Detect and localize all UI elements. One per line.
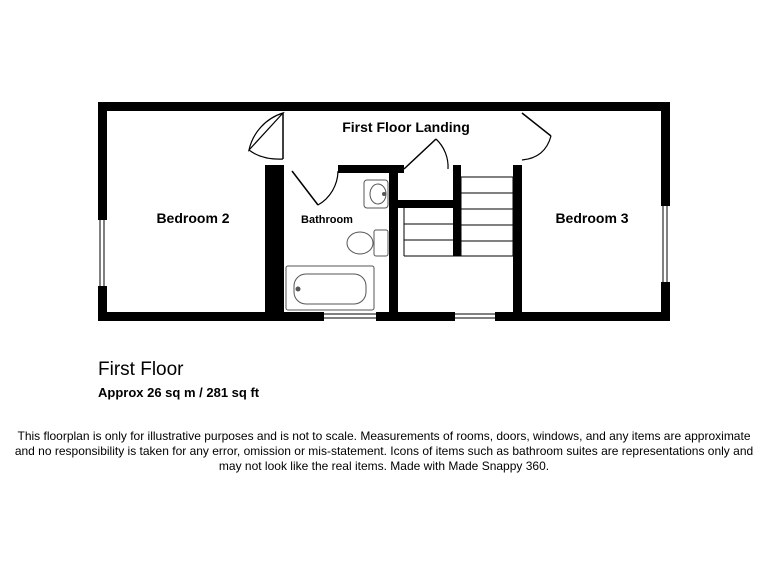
wall-stair-divider bbox=[453, 165, 461, 256]
door-bathroom-leaf bbox=[292, 171, 318, 205]
room-label-landing: First Floor Landing bbox=[342, 119, 470, 135]
disclaimer-line: This floorplan is only for illustrative purposes and is not to scale. Measurements of rooms, doors, windows, and any items are approximate bbox=[17, 429, 751, 443]
wall-bathroom-east bbox=[389, 165, 398, 315]
door-stairs-swing bbox=[436, 139, 448, 169]
room-label-bedroom-3: Bedroom 3 bbox=[555, 210, 629, 226]
bath-icon bbox=[286, 266, 374, 310]
door-bedroom-2-swing bbox=[249, 150, 283, 159]
toilet-icon bbox=[347, 230, 388, 256]
wall-top bbox=[98, 102, 670, 111]
window-right bbox=[661, 206, 670, 282]
wall-bottom bbox=[98, 312, 670, 321]
bathroom-fixtures bbox=[286, 180, 388, 310]
basin-icon bbox=[364, 180, 388, 208]
door-bedroom-3-leaf bbox=[522, 113, 551, 136]
room-label-bathroom: Bathroom bbox=[301, 214, 353, 226]
floor-title: First Floor bbox=[98, 359, 184, 380]
window-bathroom bbox=[324, 312, 376, 321]
wall-stub-a bbox=[398, 165, 404, 173]
disclaimer-line: may not look like the real items. Made with Made Snappy 360. bbox=[218, 459, 550, 473]
disclaimer bbox=[0, 429, 768, 474]
wall-bathroom-west bbox=[277, 165, 284, 312]
wall-stair-landing bbox=[398, 200, 453, 208]
wall-bedroom2-east bbox=[265, 165, 277, 315]
door-stairs-leaf bbox=[404, 139, 436, 169]
door-bedroom-2 bbox=[249, 113, 283, 150]
window-stairs bbox=[455, 312, 495, 321]
room-label-bedroom-2: Bedroom 2 bbox=[156, 210, 230, 226]
window-left bbox=[98, 220, 107, 286]
disclaimer-line: and no responsibility is taken for any error, omission or mis-statement. Icons of items such as bathroom suites are representations only and bbox=[14, 444, 754, 458]
floor-area: Approx 26 sq m / 281 sq ft bbox=[98, 385, 260, 400]
door-bedroom-3-swing bbox=[522, 136, 551, 160]
wall-left bbox=[98, 102, 107, 321]
door-bathroom-swing bbox=[318, 171, 338, 205]
wall-bedroom3-west bbox=[513, 165, 522, 315]
